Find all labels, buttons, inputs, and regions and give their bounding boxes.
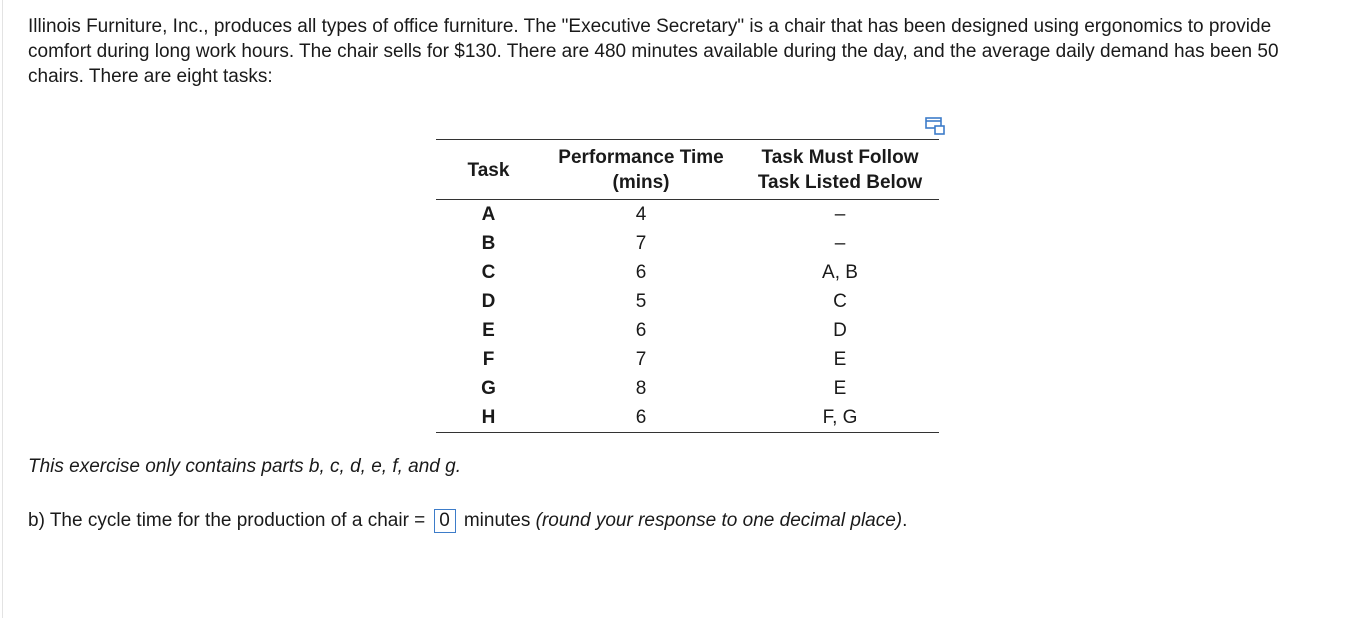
task-cell: H <box>436 403 541 433</box>
time-cell: 6 <box>635 320 647 341</box>
tasks-table <box>436 139 939 433</box>
question-unit: minutes <box>463 510 531 531</box>
follow-cell: A, B <box>822 262 858 283</box>
left-border <box>2 0 3 618</box>
table-row <box>436 287 939 316</box>
follow-cell: E <box>833 349 847 370</box>
question-prefix: b) The cycle time for the production of a chair = <box>28 510 426 531</box>
question-instruction: (round your response to one decimal place) <box>535 510 903 531</box>
follow-cell: D <box>833 320 847 341</box>
time-cell: 7 <box>635 233 647 254</box>
copy-table-icon[interactable] <box>925 117 945 135</box>
time-cell: 6 <box>635 262 647 283</box>
task-cell: A <box>481 204 496 225</box>
table-row <box>436 316 939 345</box>
header-task: Task <box>436 140 541 200</box>
table-row <box>436 258 939 287</box>
task-cell: F <box>482 349 495 370</box>
task-cell: C <box>481 262 496 283</box>
question-b <box>28 508 907 534</box>
follow-cell: C <box>833 291 847 312</box>
time-cell: 8 <box>635 378 647 399</box>
table-header-row <box>436 140 939 200</box>
table-row <box>436 374 939 403</box>
table-row <box>436 229 939 258</box>
table-row <box>436 403 939 433</box>
table-row <box>436 200 939 230</box>
follow-cell: – <box>834 204 846 225</box>
header-performance-time: Performance Time (mins) <box>541 140 741 200</box>
time-cell: 7 <box>635 349 647 370</box>
task-cell: D <box>481 291 496 312</box>
problem-intro: Illinois Furniture, Inc., produces all types of office furniture. The "Executive Secretary" is a chair that has been designed using ergonomics to provide comfort during long work hours. The chair sells for $130. There are 480 minutes available during the day, and the average daily demand has been 50 chairs. There are eight tasks: <box>28 16 1279 87</box>
time-cell: 4 <box>635 204 647 225</box>
follow-cell: E <box>833 378 847 399</box>
question-suffix: . <box>902 510 908 531</box>
header-task-must-follow: Task Must Follow Task Listed Below <box>741 140 939 200</box>
task-cell: E <box>482 320 495 341</box>
exercise-note: This exercise only contains parts b, c, d, e, f, and g. <box>28 456 461 477</box>
cycle-time-answer-input[interactable]: 0 <box>434 509 456 533</box>
task-cell: G <box>481 378 496 399</box>
time-cell: 5 <box>635 291 647 312</box>
follow-cell: – <box>834 233 846 254</box>
time-cell: 6 <box>541 403 741 433</box>
task-cell: B <box>481 233 496 254</box>
table-row <box>436 345 939 374</box>
follow-cell: F, G <box>741 403 939 433</box>
